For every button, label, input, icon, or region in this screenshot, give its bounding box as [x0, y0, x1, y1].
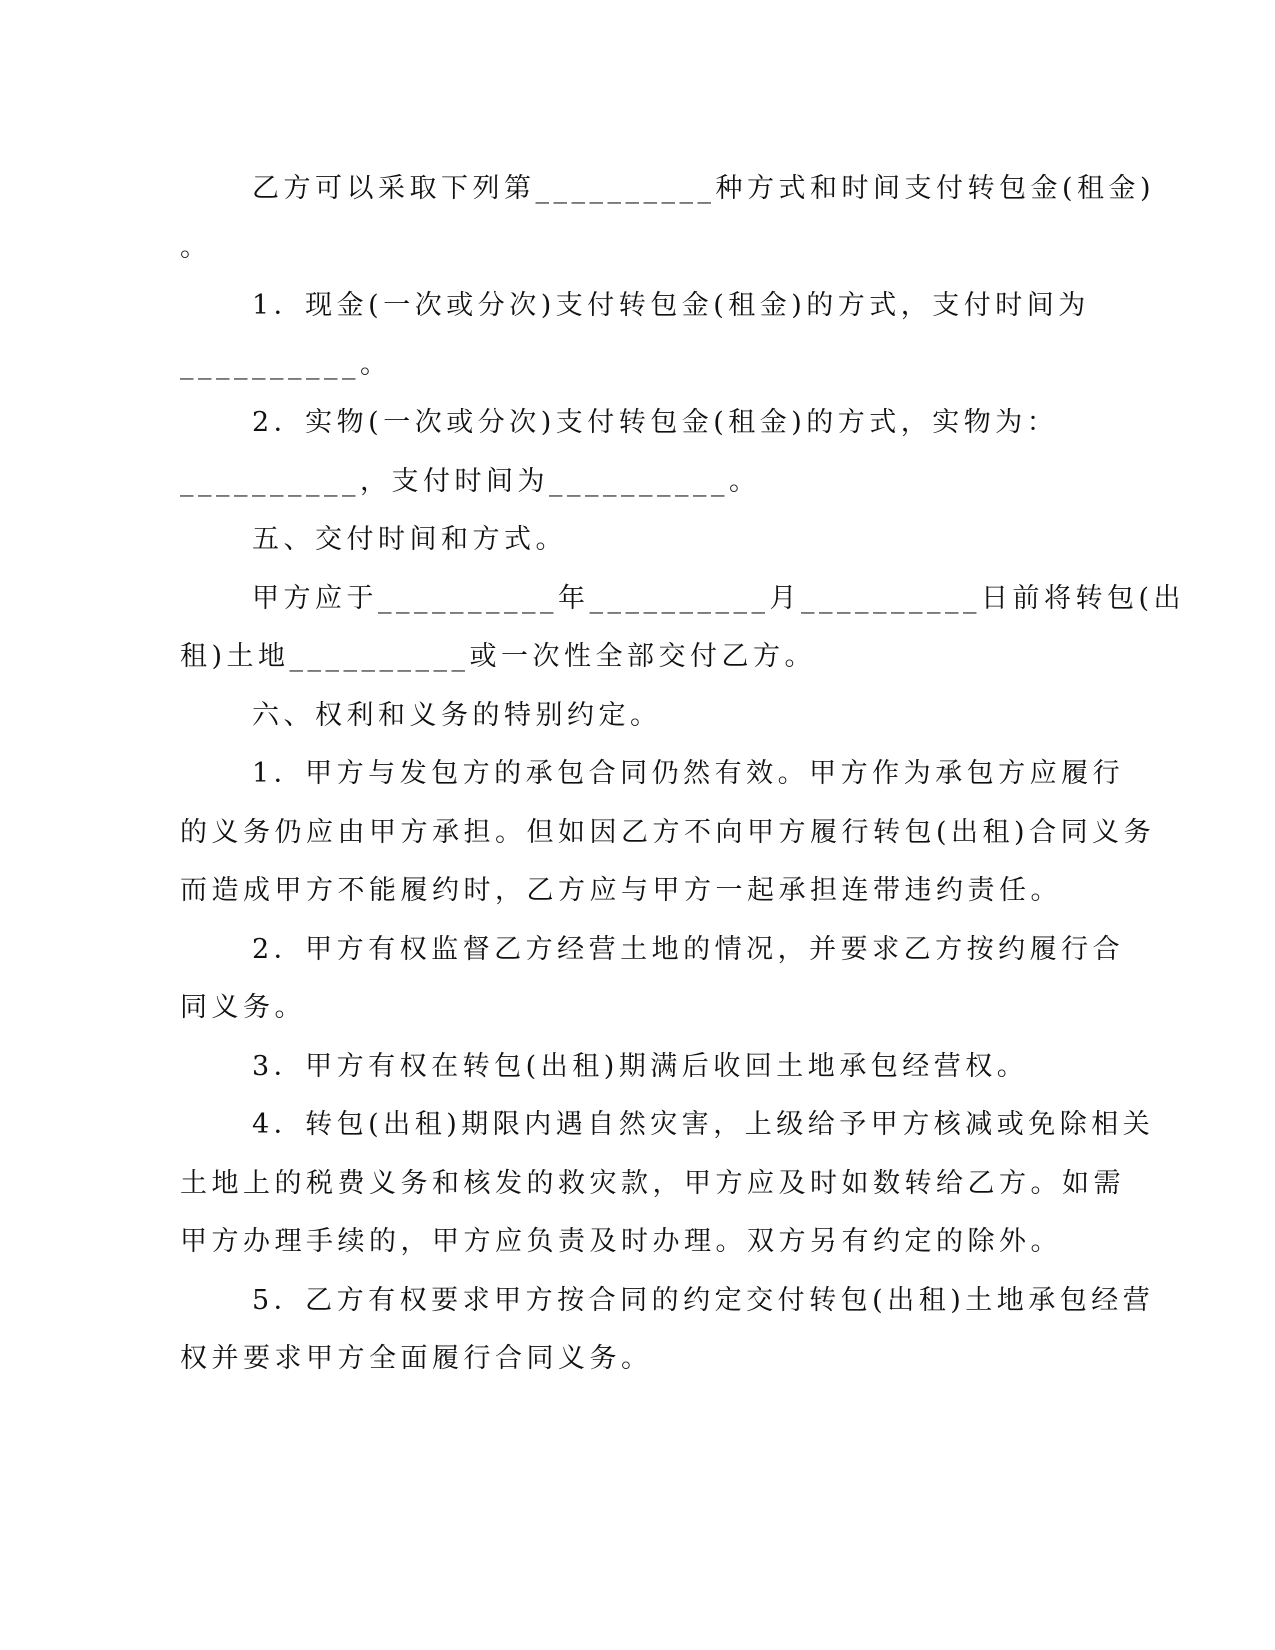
- paragraph-line: 的义务仍应由甲方承担。但如因乙方不向甲方履行转包(出租)合同义务: [180, 816, 1156, 848]
- section-heading: 五、交付时间和方式。: [252, 524, 567, 555]
- paragraph-line: 同义务。: [180, 992, 306, 1023]
- paragraph-line: __________。: [180, 348, 392, 380]
- paragraph-line: 1．现金(一次或分次)支付转包金(租金)的方式，支付时间为: [252, 290, 1090, 321]
- paragraph-line: 。: [180, 231, 212, 263]
- paragraph-line: 甲方应于__________年__________月__________日前将转包(出: [252, 582, 1186, 614]
- paragraph-line: 租)土地__________或一次性全部交付乙方。: [180, 641, 817, 672]
- section-heading: 六、权利和义务的特别约定。: [252, 699, 662, 731]
- paragraph-line: 4．转包(出租)期限内遇自然灾害，上级给予甲方核减或免除相关: [252, 1109, 1155, 1140]
- paragraph-line: 土地上的税费义务和核发的救灾款，甲方应及时如数转给乙方。如需: [180, 1167, 1125, 1199]
- paragraph-line: 权并要求甲方全面履行合同义务。: [180, 1343, 653, 1374]
- paragraph-line: 而造成甲方不能履约时，乙方应与甲方一起承担连带违约责任。: [180, 875, 1062, 906]
- paragraph-line: 2．甲方有权监督乙方经营土地的情况，并要求乙方按约履行合: [252, 933, 1125, 965]
- paragraph-line: 3．甲方有权在转包(出租)期满后收回土地承包经营权。: [252, 1050, 1029, 1082]
- paragraph-line: 甲方办理手续的，甲方应负责及时办理。双方另有约定的除外。: [180, 1226, 1062, 1257]
- paragraph-line: 乙方可以采取下列第__________种方式和时间支付转包金(租金): [252, 173, 1156, 204]
- paragraph-line: 5．乙方有权要求甲方按合同的约定交付转包(出租)土地承包经营: [252, 1284, 1155, 1316]
- paragraph-line: 2．实物(一次或分次)支付转包金(租金)的方式，实物为：: [252, 407, 1059, 438]
- paragraph-line: __________，支付时间为__________。: [180, 465, 761, 497]
- paragraph-line: 1．甲方与发包方的承包合同仍然有效。甲方作为承包方应履行: [252, 758, 1125, 789]
- document-page: [180, 160, 1186, 1389]
